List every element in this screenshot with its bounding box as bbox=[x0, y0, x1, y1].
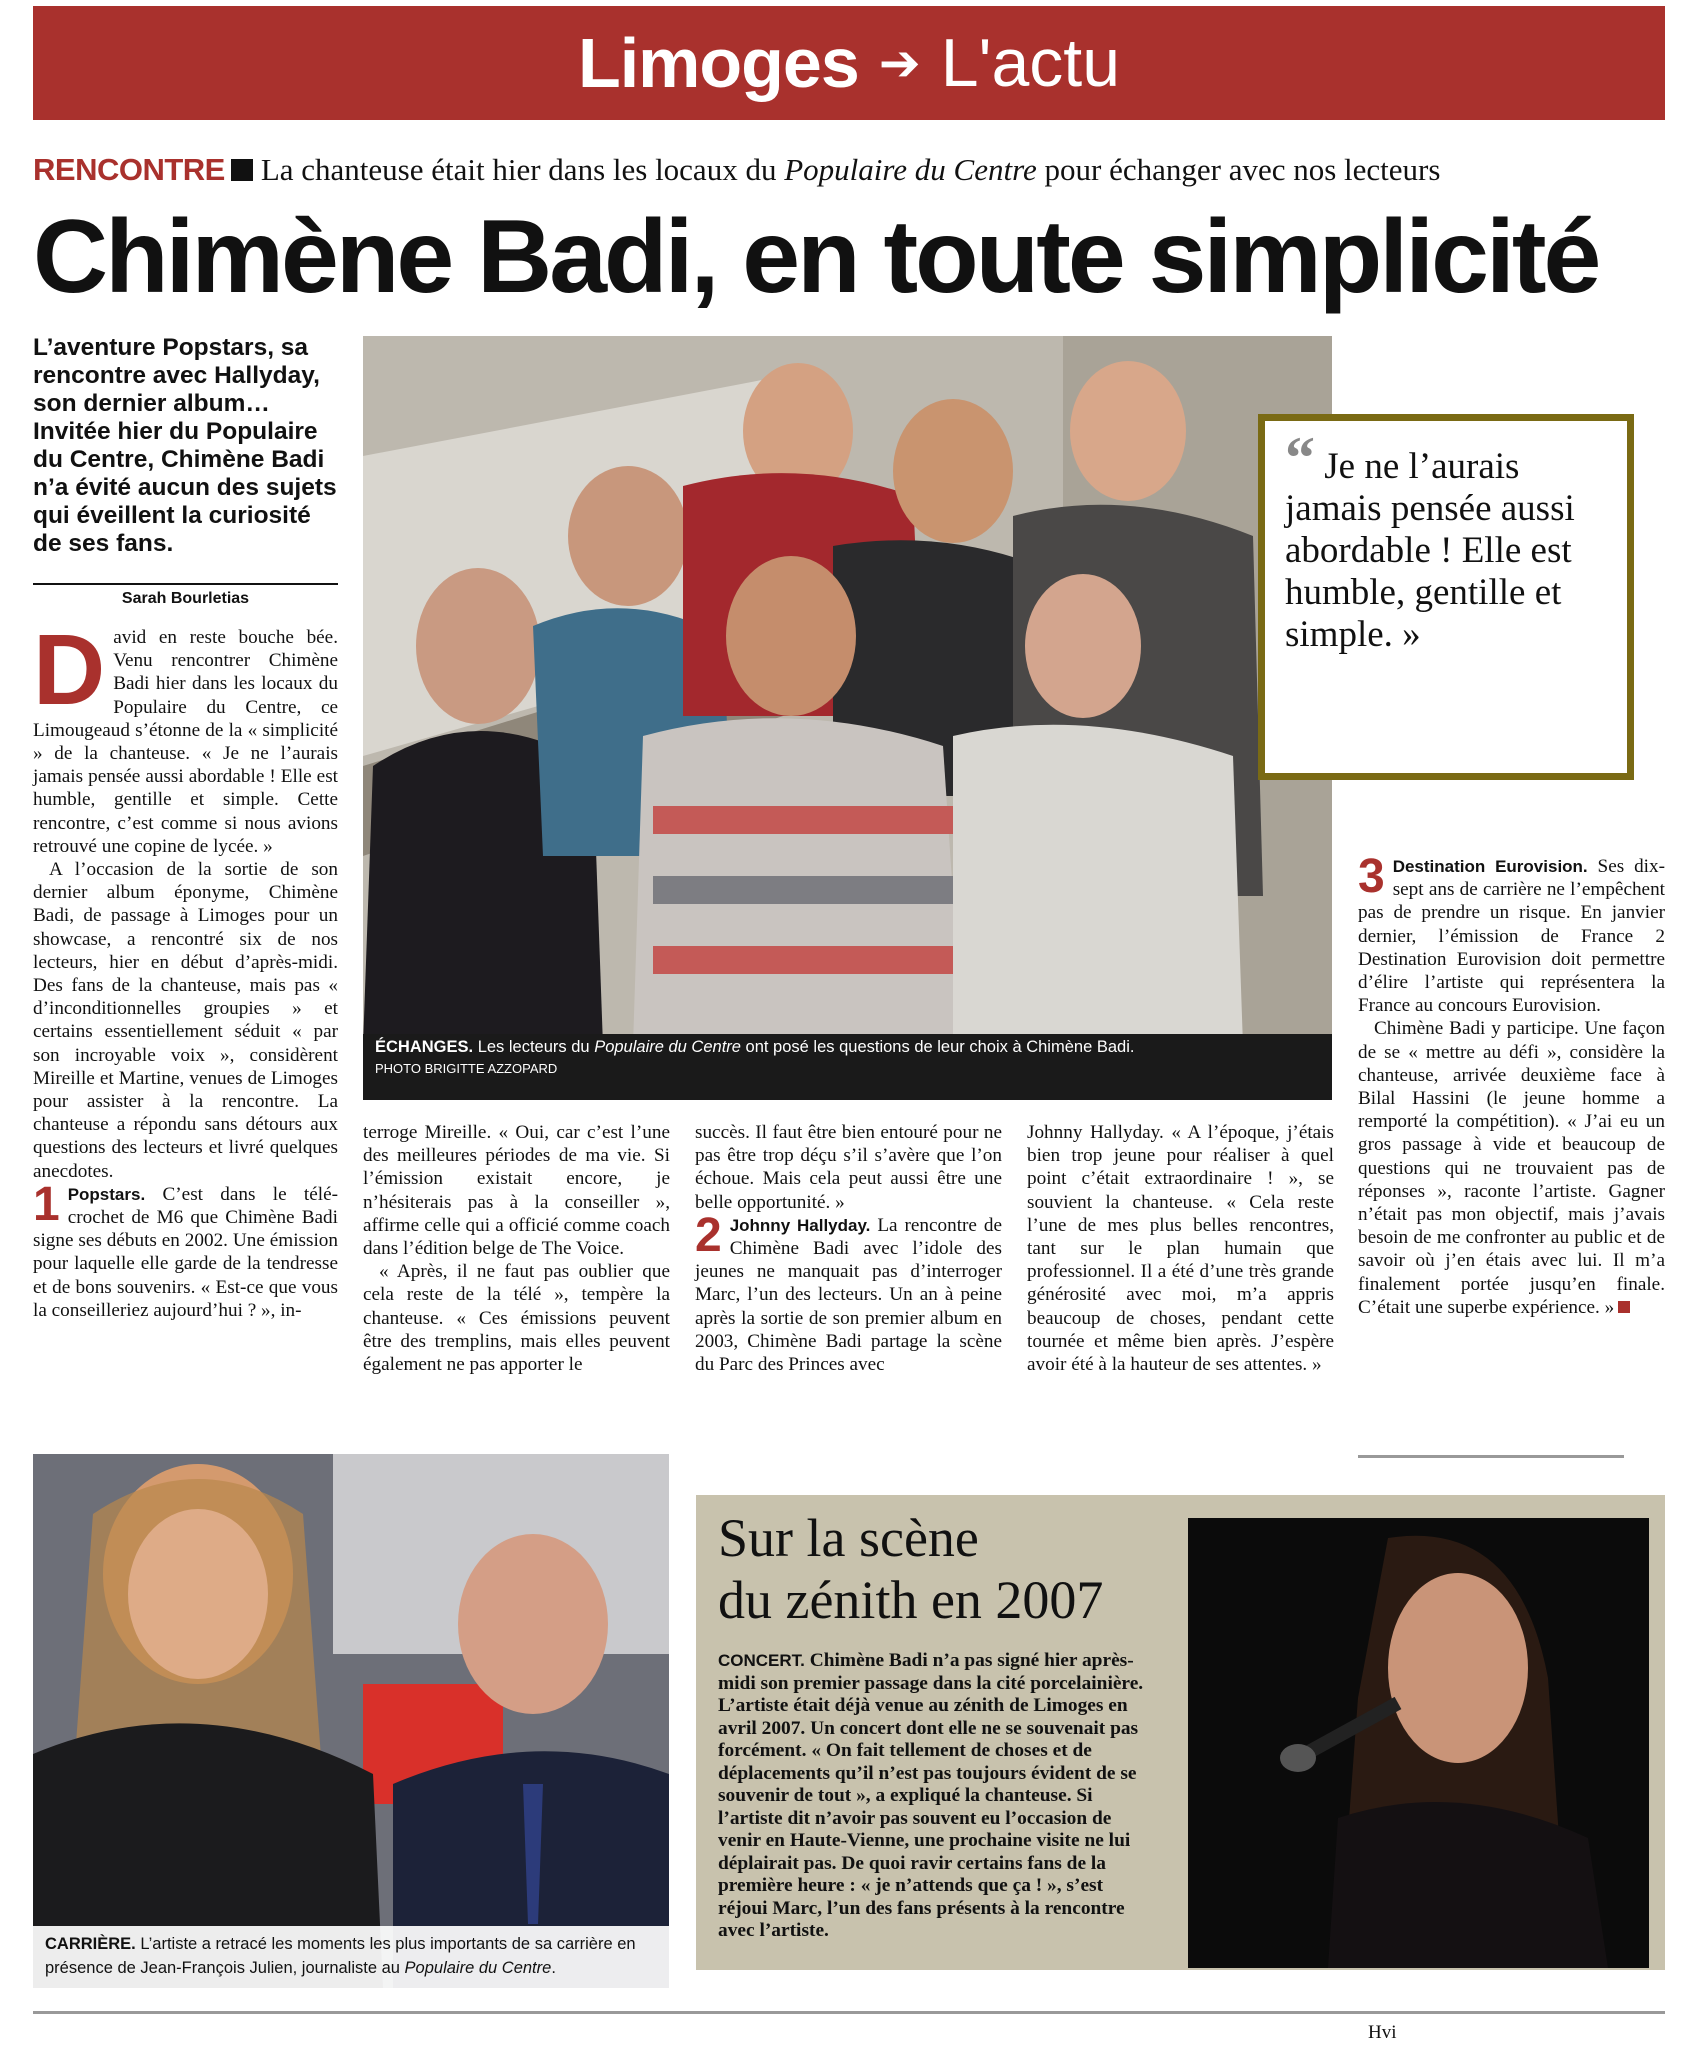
paragraph: C’est dans le télé-crochet de M6 que Chimène Badi signe ses débuts en 2002. Une émission pour laquelle elle garde de la tendresse et de bons souvenirs. « Est-ce que vous la conseilleriez aujourd’hui ? », in- bbox=[33, 1183, 338, 1321]
page-folio: Hvi bbox=[1368, 2022, 1397, 2043]
photo-credit: PHOTO BRIGITTE AZZOPARD bbox=[375, 1061, 558, 1076]
quote-mark-icon: “ bbox=[1285, 425, 1315, 491]
interview-photo-caption bbox=[33, 1926, 669, 1988]
paragraph: avid en reste bouche bée. Venu rencontrer Chimène Badi hier dans les locaux du Populaire du Centre, ce Limougeaud s’étonne de la « simplicité » de la chanteuse. « Je ne l’aurais jamais pensée aussi abordable ! Elle est humble, gentille et simple. Cette rencontre, c’est comme si nous avions retrouvé une copine de lycée. » bbox=[33, 627, 338, 857]
sidebar-title-line: Sur la scène bbox=[718, 1508, 979, 1568]
kicker-italic: Populaire du Centre bbox=[784, 152, 1037, 187]
byline: Sarah Bourletias bbox=[121, 590, 250, 607]
column-1 bbox=[33, 614, 338, 1322]
caption-text-end: . bbox=[551, 1959, 556, 1977]
column-3 bbox=[695, 1121, 1002, 1376]
caption-label: CARRIÈRE. bbox=[45, 1935, 136, 1953]
sidebar-body: Chimène Badi n’a pas signé hier après-midi son premier passage dans la cité porcelainière. L’artiste était déjà venue au zénith de Limoges en avril 2007. Un concert dont elle ne se souvenait pas forcément. « On fait tellement de choses et de déplacements qu’il n’est pas toujours évident de se souvenir de tout », a expliqué la chanteuse. Si l’artiste dit n’avoir pas souvent eu l’occasion de venir en Haute-Vienne, une prochaine visite ne lui déplairait pas. De quoi ravir certains fans de la première heure : « je n’attends que ça ! », s’est réjoui Marc, l’un des fans présents à la rencontre avec l’artiste. bbox=[718, 1650, 1144, 1941]
section-banner bbox=[33, 6, 1665, 120]
group-photo bbox=[363, 336, 1332, 1046]
caption-text-end: ont posé les questions de leur choix à Chimène Badi. bbox=[740, 1038, 1135, 1056]
sidebar-title bbox=[718, 1507, 1188, 1631]
kicker-text-end: pour échanger avec nos lecteurs bbox=[1036, 152, 1441, 187]
interview-photo-illustration bbox=[33, 1454, 669, 1988]
column-2 bbox=[363, 1121, 670, 1376]
paragraph: Ses dix-sept ans de carrière ne l’empêchent pas de prendre un risque. En janvier dernier, l’émission de France 2 Destination Eurovision doit permettre d’élire l’artiste qui représentera la France au concours Eurovision. bbox=[1358, 856, 1665, 1017]
section-name: Limoges bbox=[577, 24, 859, 102]
subsection-name: L'actu bbox=[940, 25, 1121, 101]
paragraph: succès. Il faut être bien entouré pour ne pas être trop déçu s’il s’avère que l’on échoue. Mais cela peut aussi être une belle opportunité. » bbox=[695, 1122, 1002, 1213]
paragraph: Johnny Hallyday. « A l’époque, j’étais bien trop jeune pour réaliser à quel point c’était extraordinaire ! », se souvient la chanteuse. « Cela reste l’une de mes plus belles rencontres, tant sur le plan humain que professionnel. Il a été d’une très grande générosité avec moi, m’a appris beaucoup de choses, pendant cette tournée et même bien après. J’espère avoir été à la hauteur de ses attentes. » bbox=[1027, 1122, 1334, 1376]
quote-text: Je ne l’aurais jamais pensée aussi abordable ! Elle est humble, gentille et simple. » bbox=[1285, 446, 1575, 655]
kicker-text: La chanteuse était hier dans les locaux du bbox=[260, 152, 785, 187]
paragraph: « Après, il ne faut pas oublier que cela reste de la télé », tempère la chanteuse. « Ces émissions peuvent être des tremplins, mais elles peuvent également ne pas apporter le bbox=[363, 1261, 670, 1376]
page-rule bbox=[33, 2011, 1665, 2014]
column-4 bbox=[1027, 1121, 1334, 1376]
caption-italic: Populaire du Centre bbox=[404, 1959, 552, 1977]
sidebar-text bbox=[718, 1650, 1152, 1943]
caption-italic: Populaire du Centre bbox=[594, 1038, 741, 1056]
divider bbox=[33, 583, 338, 585]
caption-label: ÉCHANGES. bbox=[375, 1038, 474, 1056]
kicker-tag: RENCONTRE bbox=[33, 152, 225, 187]
interview-photo bbox=[33, 1454, 669, 1988]
concert-photo bbox=[1188, 1518, 1649, 1968]
caption-text: L’artiste a retracé les moments les plus importants de sa carrière en présence de Jean-François Julien, journaliste au bbox=[45, 1935, 636, 1977]
end-mark-icon bbox=[1618, 1301, 1630, 1313]
concert-photo-illustration bbox=[1188, 1518, 1649, 1968]
kicker bbox=[33, 152, 1665, 188]
headline: Chimène Badi, en toute simplicité bbox=[33, 199, 1599, 315]
section-number: 1 bbox=[33, 1177, 60, 1231]
arrow-right-icon: ➔ bbox=[878, 35, 921, 91]
paragraph: Chimène Badi y participe. Une façon de se « mettre au défi », considère la chanteuse, arrivée deuxième face à Bilal Hassini (le jeune homme a remporté la compétition). « J’ai eu un gros passage à vide et beaucoup de questions qui ne trouvaient pas de réponses », raconte l’artiste. Gagner n’était pas mon objectif, mais j’avais besoin de me confronter au public et de savoir où j’en étais avec lui. Il m’a finalement portée jusqu’en finale. C’était une superbe expérience. » bbox=[1358, 1018, 1665, 1318]
section-lead: Destination Eurovision. bbox=[1392, 857, 1588, 876]
square-bullet-icon bbox=[231, 159, 253, 181]
section-lead: Johnny Hallyday. bbox=[729, 1215, 871, 1235]
group-photo-illustration bbox=[363, 336, 1332, 1046]
sidebar-lead: CONCERT. bbox=[718, 1651, 805, 1670]
section-lead: Popstars. bbox=[67, 1184, 146, 1204]
section-number: 3 bbox=[1358, 850, 1385, 903]
standfirst: L’aventure Popstars, sa rencontre avec Hallyday, son dernier album… Invitée hier du Populaire du Centre, Chimène Badi n’a évité aucun des sujets qui éveillent la curiosité de ses fans. bbox=[33, 334, 337, 557]
paragraph: terroge Mireille. « Oui, car c’est l’une des meilleures périodes de ma vie. Si l’émission existait encore, je n’hésiterais pas à la conseiller », affirme celle qui a officié comme coach dans l’édition belge de The Voice. bbox=[363, 1122, 670, 1260]
photo-caption bbox=[363, 1034, 1332, 1100]
paragraph: La rencontre de Chimène Badi avec l’idole des jeunes ne manquait pas d’interroger Marc, l’un des lecteurs. Un an à peine après la sortie de son premier album en 2003, Chimène Badi partage la scène du Parc des Princes avec bbox=[695, 1214, 1002, 1376]
section-number: 2 bbox=[695, 1208, 722, 1262]
pull-quote bbox=[1258, 414, 1634, 780]
sidebar-title-line: du zénith en 2007 bbox=[718, 1570, 1104, 1630]
divider bbox=[1358, 1455, 1624, 1458]
caption-text: Les lecteurs du bbox=[473, 1038, 595, 1056]
drop-cap: D bbox=[33, 614, 106, 726]
column-5 bbox=[1358, 850, 1665, 1319]
paragraph: A l’occasion de la sortie de son dernier album éponyme, Chimène Badi, de passage à Limoges pour un showcase, a rencontré six de nos lecteurs, hier en début d’après-midi. Des fans de la chanteuse, mais pas « d’inconditionnelles groupies » et certains essentiellement séduit « par son incroyable voix », considèrent Mireille et Martine, venues de Limoges pour assister à la rencontre. La chanteuse a répondu sans détours aux questions des lecteurs et livré quelques anecdotes. bbox=[33, 859, 338, 1182]
